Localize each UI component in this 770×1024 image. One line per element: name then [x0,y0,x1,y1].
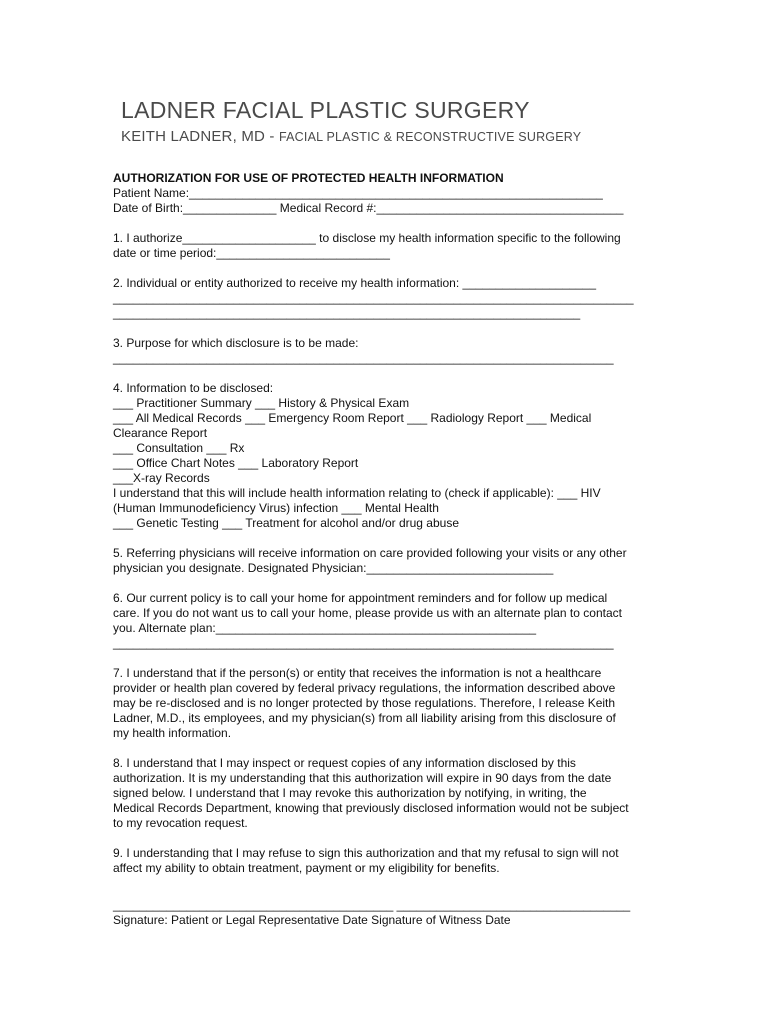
section-line: 4. Information to be disclosed: [113,381,274,395]
section-4-information [113,381,673,531]
section-6-contact [113,591,673,651]
section-line: authorization. It is my understanding that this authorization will expire in 90 days from the date [113,771,612,785]
practice-name: LADNER FACIAL PLASTIC SURGERY [121,97,530,123]
section-line: ___________________________________________________________________________ [113,636,614,650]
section-line: ___ Practitioner Summary ___ History & Physical Exam [113,396,410,410]
section-line: physician you designate. Designated Physician:____________________________ [113,561,554,575]
section-line: 7. I understand that if the person(s) or entity that receives the information is not a healthcare [113,666,602,680]
section-7-release [113,666,673,741]
section-line: affect my ability to obtain treatment, payment or my eligibility for benefits. [113,861,500,875]
section-line: may be re-disclosed and is no longer protected by those regulations. Therefore, I release Keith [113,696,616,710]
section-line: 5. Referring physicians will receive information on care provided following your visits or any other [113,546,627,560]
section-line: (Human Immunodeficiency Virus) infection ___ Mental Health [113,501,439,515]
section-line: ___ Consultation ___ Rx [113,441,245,455]
section-line: you. Alternate plan:________________________________________________ [113,621,537,635]
section-2-recipient [113,276,673,321]
section-5-referring [113,546,673,576]
section-line: ______________________________________________________________________________ [113,291,634,305]
doctor-name: KEITH LADNER, MD - [121,128,279,145]
form-body [113,171,673,928]
signature-labels: Signature: Patient or Legal Representative Date Signature of Witness Date [113,913,511,927]
signature-line: __________________________________________ ___________________________________ [113,898,631,912]
section-line: ___ Office Chart Notes ___ Laboratory Report [113,456,359,470]
section-line: 9. I understanding that I may refuse to sign this authorization and that my refusal to sign will not [113,846,619,860]
section-line: ___X-ray Records [113,471,210,485]
section-line: 2. Individual or entity authorized to receive my health information: ____________________ [113,276,596,290]
section-line: ___ All Medical Records ___ Emergency Room Report ___ Radiology Report ___ Medical [113,411,592,425]
section-line: signed below. I understand that I may revoke this authorization by notifying, in writing, the [113,786,587,800]
practice-specialty: FACIAL PLASTIC & RECONSTRUCTIVE SURGERY [278,130,582,144]
section-line: Clearance Report [113,426,208,440]
section-line: ___________________________________________________________________________ [113,351,614,365]
section-line: to my revocation request. [113,816,248,830]
signature-block [113,898,673,928]
section-3-purpose [113,336,673,366]
section-line: ______________________________________________________________________ [113,306,581,320]
section-line: 1. I authorize____________________ to disclose my health information specific to the following [113,231,621,245]
dob-medical-record-field: Date of Birth:______________ Medical Record #:_____________________________________ [113,201,624,215]
section-line: Medical Records Department, knowing that previously disclosed information would not be subject [113,801,629,815]
practice-subtitle [121,128,581,145]
section-line: date or time period:__________________________ [113,246,390,260]
section-line: provider or health plan covered by federal privacy regulations, the information described above [113,681,616,695]
section-9-refusal [113,846,673,876]
section-line: I understand that this will include health information relating to (check if applicable): ___ HIV [113,486,601,500]
section-1-authorize [113,231,673,261]
section-8-revocation [113,756,673,831]
section-line: my health information. [113,726,232,740]
section-line: ___ Genetic Testing ___ Treatment for alcohol and/or drug abuse [113,516,460,530]
section-line: 8. I understand that I may inspect or request copies of any information disclosed by this [113,756,576,770]
section-line: 3. Purpose for which disclosure is to be made: [113,336,359,350]
section-line: care. If you do not want us to call your home, please provide us with an alternate plan to contact [113,606,622,620]
patient-name-field: Patient Name:______________________________________________________________ [113,186,603,200]
form-title: AUTHORIZATION FOR USE OF PROTECTED HEALTH INFORMATION [113,171,504,185]
section-line: Ladner, M.D., its employees, and my physician(s) from all liability arising from this disclosure of [113,711,616,725]
section-line: 6. Our current policy is to call your home for appointment reminders and for follow up medical [113,591,608,605]
